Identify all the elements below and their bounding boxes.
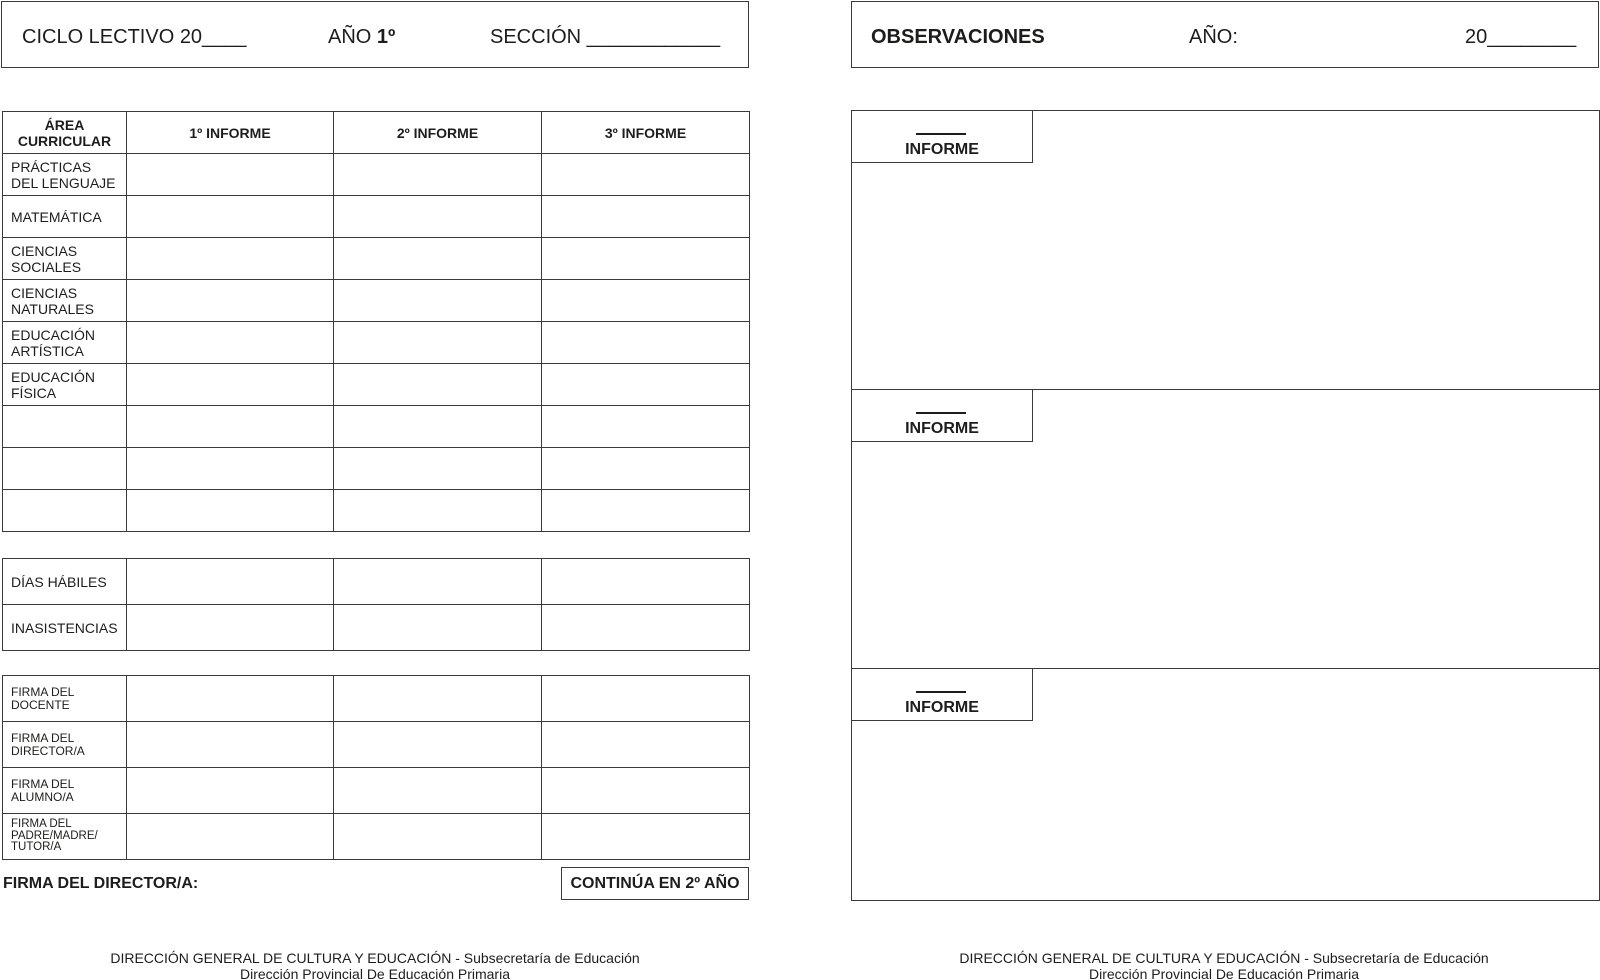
header-area-curricular: ÁREA CURRICULAR bbox=[3, 112, 127, 154]
grade-cell[interactable] bbox=[542, 280, 750, 322]
attendance-cell[interactable] bbox=[127, 559, 334, 605]
table-row bbox=[3, 154, 750, 196]
header-informe-2: 2º INFORME bbox=[334, 112, 542, 154]
grade-cell[interactable] bbox=[334, 154, 542, 196]
table-row bbox=[3, 722, 750, 768]
grade-cell[interactable] bbox=[127, 154, 334, 196]
signature-cell[interactable] bbox=[127, 722, 334, 768]
table-row bbox=[3, 196, 750, 238]
grade-cell[interactable] bbox=[127, 406, 334, 448]
area-label[interactable] bbox=[3, 406, 127, 448]
signature-cell[interactable] bbox=[542, 722, 750, 768]
ciclo-lectivo-label: CICLO LECTIVO 20____ bbox=[22, 26, 247, 48]
informe-tab-1 bbox=[852, 111, 1033, 163]
footer-left bbox=[65, 950, 685, 980]
informe-label: INFORME bbox=[905, 141, 979, 158]
firma-docente-label: FIRMA DEL DOCENTE bbox=[3, 676, 127, 722]
grade-cell[interactable] bbox=[542, 406, 750, 448]
signature-cell[interactable] bbox=[542, 768, 750, 814]
right-year-blank: 20________ bbox=[1465, 26, 1577, 48]
grade-cell[interactable] bbox=[542, 238, 750, 280]
area-label: MATEMÁTICA bbox=[3, 196, 127, 238]
continua-badge: CONTINÚA EN 2º AÑO bbox=[561, 867, 749, 900]
footer-line-2: Dirección Provincial De Educación Primaria bbox=[240, 966, 510, 980]
right-anio-label: AÑO: bbox=[1189, 26, 1238, 48]
grade-cell[interactable] bbox=[127, 196, 334, 238]
area-label: CIENCIAS SOCIALES bbox=[3, 238, 127, 280]
header-informe-3: 3º INFORME bbox=[542, 112, 750, 154]
signature-cell[interactable] bbox=[127, 814, 334, 860]
attendance-cell[interactable] bbox=[127, 605, 334, 651]
informe-number-blank bbox=[916, 412, 966, 414]
grade-cell[interactable] bbox=[542, 322, 750, 364]
table-row bbox=[3, 559, 750, 605]
attendance-cell[interactable] bbox=[542, 559, 750, 605]
informe-tab-2 bbox=[852, 390, 1033, 442]
attendance-cell[interactable] bbox=[334, 605, 542, 651]
attendance-cell[interactable] bbox=[542, 605, 750, 651]
signatures-table bbox=[2, 675, 750, 860]
grade-cell[interactable] bbox=[127, 490, 334, 532]
informe-number-blank bbox=[916, 691, 966, 693]
header-informe-1: 1º INFORME bbox=[127, 112, 334, 154]
firma-director-final-label: FIRMA DEL DIRECTOR/A: bbox=[3, 875, 199, 892]
seccion-label: SECCIÓN ____________ bbox=[490, 26, 721, 48]
grade-cell[interactable] bbox=[127, 238, 334, 280]
footer-line-1: DIRECCIÓN GENERAL DE CULTURA Y EDUCACIÓN - Subsecretaría de Educación bbox=[110, 950, 640, 966]
grade-cell[interactable] bbox=[334, 238, 542, 280]
signature-cell[interactable] bbox=[334, 676, 542, 722]
signature-cell[interactable] bbox=[127, 676, 334, 722]
anio-value: 1º bbox=[376, 26, 396, 48]
grade-cell[interactable] bbox=[127, 448, 334, 490]
signature-cell[interactable] bbox=[334, 768, 542, 814]
grade-cell[interactable] bbox=[127, 280, 334, 322]
table-row bbox=[3, 768, 750, 814]
area-label: EDUCACIÓN FÍSICA bbox=[3, 364, 127, 406]
grade-cell[interactable] bbox=[334, 364, 542, 406]
table-row bbox=[3, 605, 750, 651]
grade-cell[interactable] bbox=[334, 490, 542, 532]
firma-director-label: FIRMA DEL DIRECTOR/A bbox=[3, 722, 127, 768]
table-row bbox=[3, 238, 750, 280]
grades-table bbox=[2, 111, 750, 532]
grade-cell[interactable] bbox=[127, 364, 334, 406]
area-label: CIENCIAS NATURALES bbox=[3, 280, 127, 322]
grade-cell[interactable] bbox=[334, 322, 542, 364]
table-row bbox=[3, 490, 750, 532]
grade-cell[interactable] bbox=[334, 196, 542, 238]
table-row bbox=[3, 322, 750, 364]
attendance-table bbox=[2, 558, 750, 651]
grade-cell[interactable] bbox=[542, 154, 750, 196]
grade-cell[interactable] bbox=[542, 490, 750, 532]
grade-cell[interactable] bbox=[127, 322, 334, 364]
signature-cell[interactable] bbox=[334, 722, 542, 768]
informe-tab-3 bbox=[852, 669, 1033, 721]
anio-text: AÑO bbox=[328, 26, 372, 48]
area-label: EDUCACIÓN ARTÍSTICA bbox=[3, 322, 127, 364]
firma-alumno-label: FIRMA DEL ALUMNO/A bbox=[3, 768, 127, 814]
signature-cell[interactable] bbox=[542, 814, 750, 860]
footer-line-1: DIRECCIÓN GENERAL DE CULTURA Y EDUCACIÓN - Subsecretaría de Educación bbox=[959, 950, 1489, 966]
dias-habiles-label: DÍAS HÁBILES bbox=[3, 559, 127, 605]
attendance-cell[interactable] bbox=[334, 559, 542, 605]
table-row bbox=[3, 364, 750, 406]
footer-line-2: Dirección Provincial De Educación Primaria bbox=[1089, 966, 1359, 980]
inasistencias-label: INASISTENCIAS bbox=[3, 605, 127, 651]
table-row bbox=[3, 280, 750, 322]
observations-box[interactable] bbox=[851, 110, 1600, 901]
anio-label bbox=[328, 26, 395, 49]
area-label[interactable] bbox=[3, 448, 127, 490]
grade-cell[interactable] bbox=[542, 196, 750, 238]
area-label: PRÁCTICAS DEL LENGUAJE bbox=[3, 154, 127, 196]
table-row bbox=[3, 676, 750, 722]
table-row bbox=[3, 406, 750, 448]
firma-padre-label: FIRMA DEL PADRE/MADRE/ TUTOR/A bbox=[3, 814, 127, 860]
signature-cell[interactable] bbox=[127, 768, 334, 814]
informe-number-blank bbox=[916, 133, 966, 135]
signature-cell[interactable] bbox=[542, 676, 750, 722]
footer-right bbox=[914, 950, 1534, 980]
grade-cell[interactable] bbox=[334, 448, 542, 490]
grade-cell[interactable] bbox=[542, 364, 750, 406]
area-label[interactable] bbox=[3, 490, 127, 532]
grade-cell[interactable] bbox=[334, 406, 542, 448]
table-row bbox=[3, 814, 750, 860]
grade-cell[interactable] bbox=[334, 280, 542, 322]
table-row bbox=[3, 448, 750, 490]
informe-label: INFORME bbox=[905, 699, 979, 716]
grade-cell[interactable] bbox=[542, 448, 750, 490]
signature-cell[interactable] bbox=[334, 814, 542, 860]
informe-label: INFORME bbox=[905, 420, 979, 437]
observaciones-title: OBSERVACIONES bbox=[871, 26, 1045, 48]
